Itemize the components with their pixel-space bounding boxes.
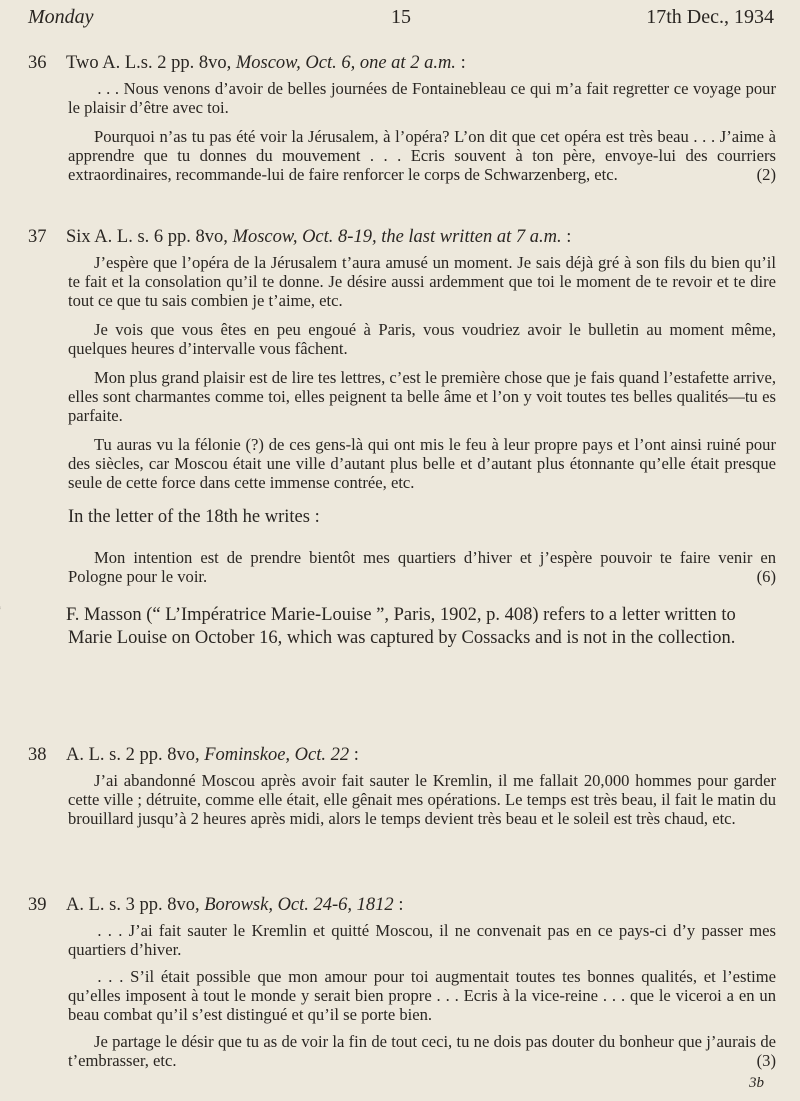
- lot-heading: 37 Six A. L. s. 6 pp. 8vo, Moscow, Oct. 8-19, the last written at 7 a.m. :: [28, 227, 572, 247]
- letter-quote: Mon intention est de prendre bientôt mes quartiers d’hiver et j’espère pouvoir te faire venir en Pologne pour le voir. (6): [68, 547, 776, 586]
- footnote: [28, 598, 776, 650]
- lot-description: Two A. L.s. 2 pp. 8vo,: [66, 53, 236, 73]
- letter-excerpt: J’espère que l’opéra de la Jérusalem t’aura amusé un moment. Je sais déjà gré à son fils du bien qu’il te fait et la consolation qu’il te donne. Je désire aussi ardemment que toi le moment de te revoir et te dire tout ce que tu sais combien je t’aime, etc.: [68, 253, 776, 310]
- item-count: (3): [756, 1051, 776, 1070]
- lot-heading: 39 A. L. s. 3 pp. 8vo, Borowsk, Oct. 24-6, 1812 :: [28, 895, 404, 915]
- lot-38: [28, 744, 776, 828]
- lot-place-date: Borowsk, Oct. 24-6, 1812: [204, 895, 394, 915]
- lot-37: [28, 226, 776, 650]
- lot-place-date: Moscow, Oct. 6, one at 2 a.m.: [235, 53, 456, 73]
- lot-number: 38: [28, 745, 47, 765]
- day-label: Monday: [28, 6, 94, 28]
- footnote-text: F. Masson (“ L’Impératrice Marie-Louise ”, Paris, 1902, p. 408) refers to a letter written to Marie Louise on October 16, which was captured by Cossacks and is not in the collection.: [66, 604, 736, 648]
- footnote-mark: [28, 598, 66, 621]
- lot-heading: 36 Two A. L.s. 2 pp. 8vo, Moscow, Oct. 6, one at 2 a.m. :: [28, 53, 466, 73]
- lot-description: Six A. L. s. 6 pp. 8vo,: [66, 227, 233, 247]
- lot-number: 36: [28, 53, 47, 73]
- page-number: 15: [391, 6, 411, 28]
- item-count: (6): [756, 566, 776, 586]
- lot-heading: 38 A. L. s. 2 pp. 8vo, Fominskoe, Oct. 22 :: [28, 745, 359, 765]
- editorial-note: In the letter of the 18th he writes :: [68, 507, 320, 527]
- letter-excerpt: . . . Nous venons d’avoir de belles journées de Fontainebleau ce qui m’a fait regretter ce voyage pour le plaisir d’être avec toi.: [68, 79, 776, 117]
- lot-description: A. L. s. 2 pp. 8vo,: [66, 745, 205, 765]
- letter-excerpt: . . . J’ai fait sauter le Kremlin et quitté Moscou, il ne convenait pas en ce pays-ci d’y passer mes quartiers d’hiver.: [68, 921, 776, 959]
- lot-place-date: Fominskoe, Oct. 22: [204, 745, 350, 765]
- item-count: (2): [756, 165, 776, 184]
- lot-36: [28, 52, 776, 184]
- lot-number: 39: [28, 895, 47, 915]
- lot-place-date: Moscow, Oct. 8-19, the last written at 7 a.m.: [232, 227, 562, 247]
- lot-39: [28, 894, 776, 1070]
- lot-description: A. L. s. 3 pp. 8vo,: [66, 895, 205, 915]
- signature-mark: 3b: [749, 1075, 764, 1091]
- running-head: [28, 6, 774, 36]
- sale-date: 17th Dec., 1934: [646, 6, 774, 28]
- letter-excerpt: J’ai abandonné Moscou après avoir fait sauter le Kremlin, il me fallait 20,000 hommes pour garder cette ville ; détruite, comme elle était, elle gênait mes opérations. Le temps est très beau, il fait le matin du brouillard jusqu’à 2 heures après midi, alors le temps devient très beau et le soleil est très chaud, etc.: [68, 771, 776, 828]
- letter-excerpt: Mon plus grand plaisir est de lire tes lettres, c’est le première chose que je fais quand l’estafette arrive, elles sont charmantes comme toi, elles peignent ta belle âme et l’on y voit toutes tes belles qualités—tu es parfaite.: [68, 368, 776, 425]
- letter-excerpt: Je partage le désir que tu as de voir la fin de tout ceci, tu ne dois pas douter du bonheur que j’aurais de t’embrasser, etc. (3): [68, 1032, 776, 1070]
- lot-number: 37: [28, 227, 47, 247]
- letter-excerpt: Tu auras vu la félonie (?) de ces gens-là qui ont mis le feu à leur propre pays et l’ont ainsi ruiné pour des siècles, car Moscou était une ville d’autant plus belle et d’autant plus étonnante qu’elle était presque seule de cette force dans cette immense contrée, etc.: [68, 435, 776, 492]
- letter-excerpt: Je vois que vous êtes en peu engoué à Paris, vous voudriez avoir le bulletin au moment même, quelques heures d’intervalle vous fâchent.: [68, 320, 776, 358]
- letter-excerpt: . . . S’il était possible que mon amour pour toi augmentait toutes tes bonnes qualités, et l’estime qu’elles imposent à tout le monde y serait bien propre . . . Ecris à la vice-reine . . . que le viceroi a en un beau combat qu’il s’est distingué et qu’il se porte bien.: [68, 967, 776, 1024]
- letter-excerpt: Pourquoi n’as tu pas été voir la Jérusalem, à l’opéra? L’on dit que cet opéra est très beau . . . J’aime à apprendre que tu donnes du mouvement . . . Ecris souvent à ton père, envoye-lui des courriers extraordinaires, recommande-lui de faire renforcer le corps de Schwarzenberg, etc. (2): [68, 127, 776, 184]
